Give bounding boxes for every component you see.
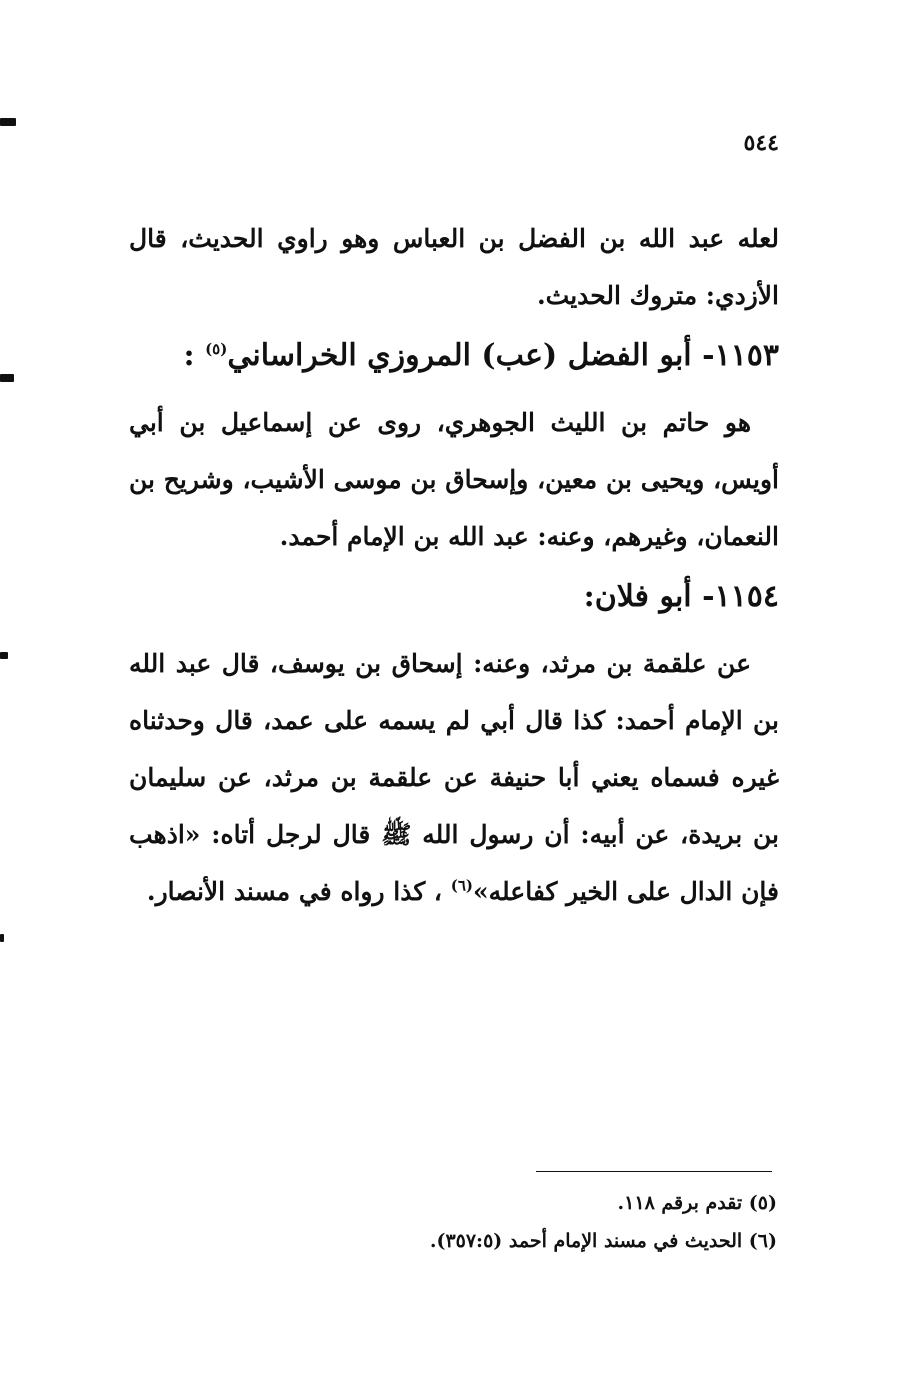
- page-number: ٥٤٤: [743, 130, 779, 156]
- footnote-separator: [536, 1171, 772, 1172]
- paragraph-continuation: لعله عبد الله بن الفضل بن العباس وهو راوي الحديث، قال الأزدي: متروك الحديث.: [129, 224, 779, 310]
- scan-mark-4: [0, 934, 4, 942]
- entry-title-suffix: :: [183, 338, 195, 373]
- entry-body-1153: هو حاتم بن الليث الجوهري، روى عن إسماعيل بن أبي أويس، ويحيى بن معين، وإسحاق بن موسى الأشيب، وشريح بن النعمان، وغيرهم، وعنه: عبد الله بن الإمام أحمد.: [129, 408, 779, 551]
- scan-mark-2: [0, 374, 14, 382]
- entry-heading-1154: [129, 569, 779, 625]
- scan-mark-3: [0, 652, 8, 659]
- scan-mark-1: [0, 118, 16, 126]
- entry-body-part-2: ، كذا رواه في مسند الأنصار.: [146, 877, 451, 906]
- footnote-ref-6: (٦): [450, 876, 473, 895]
- footnote-5: (٥) تقدم برقم ١١٨.: [617, 1192, 777, 1214]
- entry-number: ١١٥٣-: [702, 338, 779, 373]
- main-text: [129, 210, 779, 920]
- entry-title: أبو الفضل (عب) المروزي الخراساني: [227, 338, 692, 373]
- entry-title: أبو فلان:: [583, 579, 692, 614]
- entry-heading-1153: [129, 328, 779, 384]
- entry-body-1154: [129, 635, 779, 920]
- entry-number: ١١٥٤-: [702, 579, 779, 614]
- footnotes: [137, 1184, 777, 1260]
- footnote-6: (٦) الحديث في مسند الإمام أحمد (٣٥٧:٥).: [429, 1230, 777, 1252]
- footnote-ref-5: (٥): [205, 340, 228, 358]
- entry-body-part-1: عن علقمة بن مرثد، وعنه: إسحاق بن يوسف، قال عبد الله بن الإمام أحمد: كذا قال أبي لم يسمه على عمد، قال وحدثناه غيره فسماه يعني أبا حنيفة عن علقمة بن مرثد، عن سليمان بن بريدة، عن أبيه: أن رسول الله ﷺ قال لرجل أتاه: «اذهب فإن الدال على الخير كفاعله»: [129, 649, 779, 906]
